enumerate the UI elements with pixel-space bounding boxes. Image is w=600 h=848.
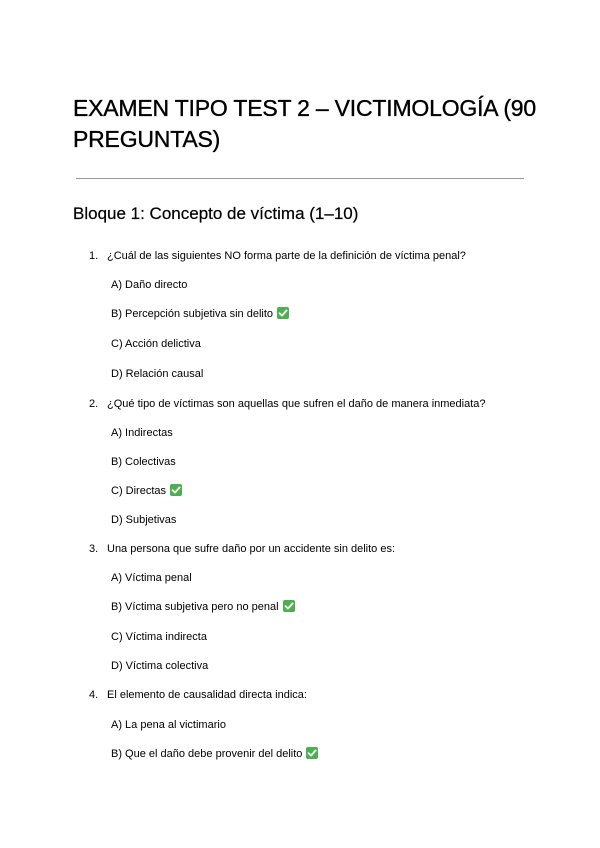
option-label: D) Relación causal: [111, 368, 204, 380]
answer-option-correct: [111, 747, 318, 761]
option-label: A) Daño directo: [111, 279, 188, 291]
check-mark-icon: [283, 600, 295, 612]
option-label: A) La pena al victimario: [111, 719, 226, 731]
question-text: Una persona que sufre daño por un accidente sin delito es:: [107, 543, 396, 555]
option-label: B) Colectivas: [111, 456, 176, 468]
horizontal-divider: [76, 178, 524, 179]
document-title: EXAMEN TIPO TEST 2 – VICTIMOLOGÍA (90 PREGUNTAS): [73, 95, 536, 152]
answer-option: [111, 513, 176, 527]
answer-option: [111, 455, 176, 469]
answer-option: [111, 367, 203, 381]
block-heading: Bloque 1: Concepto de víctima (1–10): [73, 204, 359, 223]
question-number: 2.: [89, 398, 99, 410]
answer-option-correct: [111, 307, 289, 321]
option-label: B) Percepción subjetiva sin delito: [111, 308, 274, 320]
check-mark-icon: [277, 307, 289, 319]
answer-option: [111, 278, 187, 292]
answer-option-correct: [111, 600, 295, 614]
option-label: B) Que el daño debe provenir del delito: [111, 748, 303, 760]
answer-option: [111, 337, 201, 351]
answer-option: [111, 718, 226, 732]
option-label: A) Indirectas: [111, 427, 173, 439]
answer-option: [111, 426, 173, 440]
question-number: 4.: [89, 689, 99, 701]
question-text: ¿Cuál de las siguientes NO forma parte de la definición de víctima penal?: [107, 250, 466, 262]
option-label: C) Víctima indirecta: [111, 631, 207, 643]
answer-option: [111, 630, 207, 644]
option-label: C) Acción delictiva: [111, 338, 201, 350]
question-text: ¿Qué tipo de víctimas son aquellas que sufren el daño de manera inmediata?: [107, 398, 486, 410]
answer-option: [111, 571, 192, 585]
answer-option-correct: [111, 484, 182, 498]
question-number: 1.: [89, 250, 99, 262]
question-text: El elemento de causalidad directa indica:: [107, 689, 307, 701]
question-number: 3.: [89, 543, 99, 555]
answer-option: [111, 659, 208, 673]
option-label: D) Víctima colectiva: [111, 660, 209, 672]
check-mark-icon: [170, 484, 182, 496]
option-label: C) Directas: [111, 485, 167, 497]
check-mark-icon: [306, 747, 318, 759]
option-label: B) Víctima subjetiva pero no penal: [111, 601, 279, 613]
option-label: A) Víctima penal: [111, 572, 192, 584]
option-label: D) Subjetivas: [111, 514, 177, 526]
